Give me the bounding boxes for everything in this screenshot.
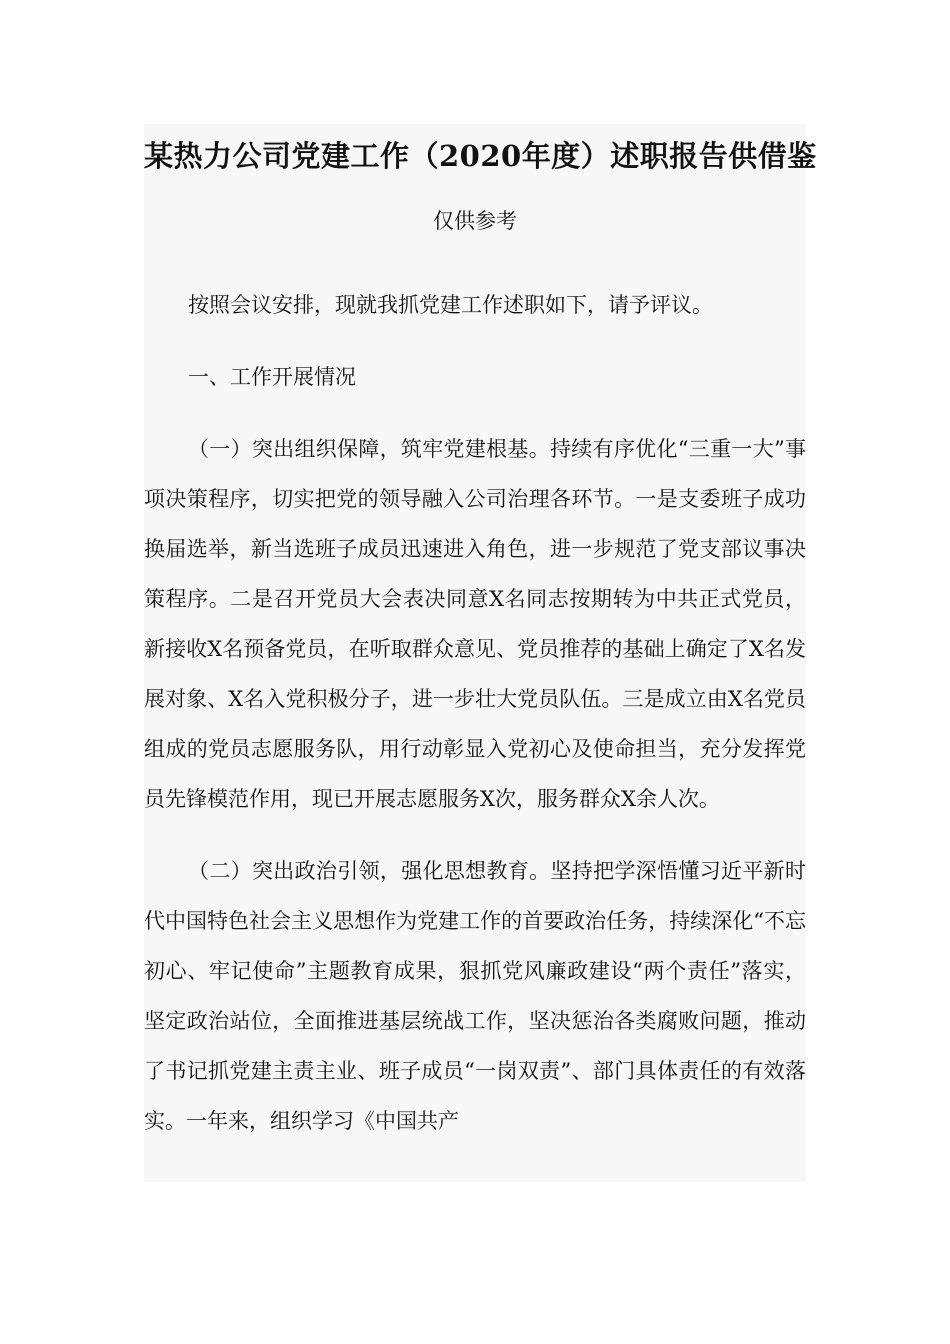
- paragraph-section-1-2: （二）突出政治引领，强化思想教育。坚持把学深悟懂习近平新时代中国特色社会主义思想作为党建工作的首要政治任务，持续深化“不忘初心、牢记使命”主题教育成果，狠抓党风廉政建设“两个责任”落实，坚定政治站位，全面推进基层统战工作，坚决惩治各类腐败问题，推动了书记抓党建主责主业、班子成员“一岗双责”、部门具体责任的有效落实。一年来，组织学习《中国共产: [144, 859, 806, 1133]
- document-subtitle: 仅供参考: [433, 209, 517, 233]
- paragraph-section-1-1: （一）突出组织保障，筑牢党建根基。持续有序优化“三重一大”事项决策程序，切实把党的领导融入公司治理各环节。一是支委班子成功换届选举，新当选班子成员迅速进入角色，进一步规范了党支部议事决策程序。二是召开党员大会表决同意X名同志按期转为中共正式党员，新接收X名预备党员，在听取群众意见、党员推荐的基础上确定了X名发展对象、X名入党积极分子，进一步壮大党员队伍。三是成立由X名党员组成的党员志愿服务队，用行动彰显入党初心及使命担当，充分发挥党员先锋模范作用，现已开展志愿服务X次，服务群众X余人次。: [144, 437, 806, 811]
- document-body: [144, 280, 806, 1168]
- section-heading-1: 一、工作开展情况: [188, 365, 356, 389]
- paragraph-intro: 按照会议安排，现就我抓党建工作述职如下，请予评议。: [188, 293, 713, 317]
- document-text-area: [144, 124, 817, 1182]
- document-title: 某热力公司党建工作（2020年度）述职报告供借鉴: [144, 139, 817, 173]
